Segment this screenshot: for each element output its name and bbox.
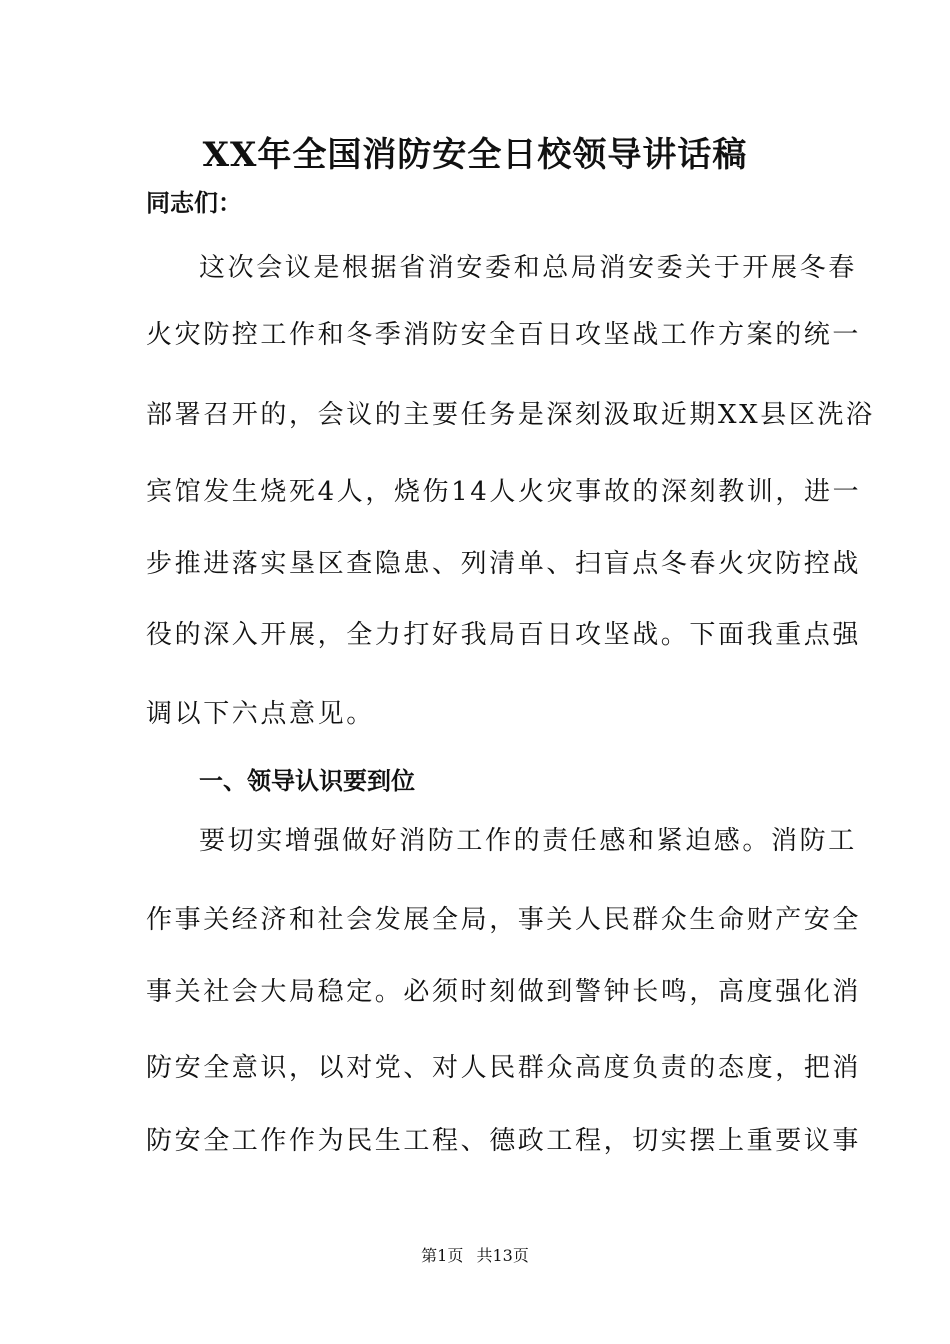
document-title: XX年全国消防安全日校领导讲话稿 xyxy=(202,135,748,175)
paragraph-line: 这次会议是根据省消安委和总局消安委关于开展冬春 xyxy=(199,253,857,283)
paragraph-line: 防安全意识，以对党、对人民群众高度负责的态度，把消 xyxy=(146,1053,862,1083)
paragraph-line: 防安全工作作为民生工程、德政工程，切实摆上重要议事 xyxy=(146,1126,862,1156)
page-number: 第1页 xyxy=(421,1246,464,1265)
paragraph-line: 作事关经济和社会发展全局，事关人民群众生命财产安全 xyxy=(146,905,862,935)
paragraph-line: 调以下六点意见。 xyxy=(146,699,375,729)
paragraph-line: 役的深入开展，全力打好我局百日攻坚战。下面我重点强 xyxy=(146,620,862,650)
paragraph-line: 火灾防控工作和冬季消防安全百日攻坚战工作方案的统一 xyxy=(146,320,862,350)
page-footer xyxy=(0,1243,950,1266)
paragraph-line: 步推进落实垦区查隐患、列清单、扫盲点冬春火灾防控战 xyxy=(146,549,862,579)
page-total: 共13页 xyxy=(476,1246,529,1265)
paragraph-line: 事关社会大局稳定。必须时刻做到警钟长鸣，高度强化消 xyxy=(146,977,862,1007)
paragraph-line: 要切实增强做好消防工作的责任感和紧迫感。消防工 xyxy=(199,826,857,856)
paragraph-line: 宾馆发生烧死4人，烧伤14人火灾事故的深刻教训，进一 xyxy=(146,477,862,507)
paragraph-line: 部署召开的，会议的主要任务是深刻汲取近期XX县区洗浴 xyxy=(146,400,875,430)
salutation: 同志们： xyxy=(146,189,242,217)
section-heading: 一、领导认识要到位 xyxy=(199,767,415,795)
